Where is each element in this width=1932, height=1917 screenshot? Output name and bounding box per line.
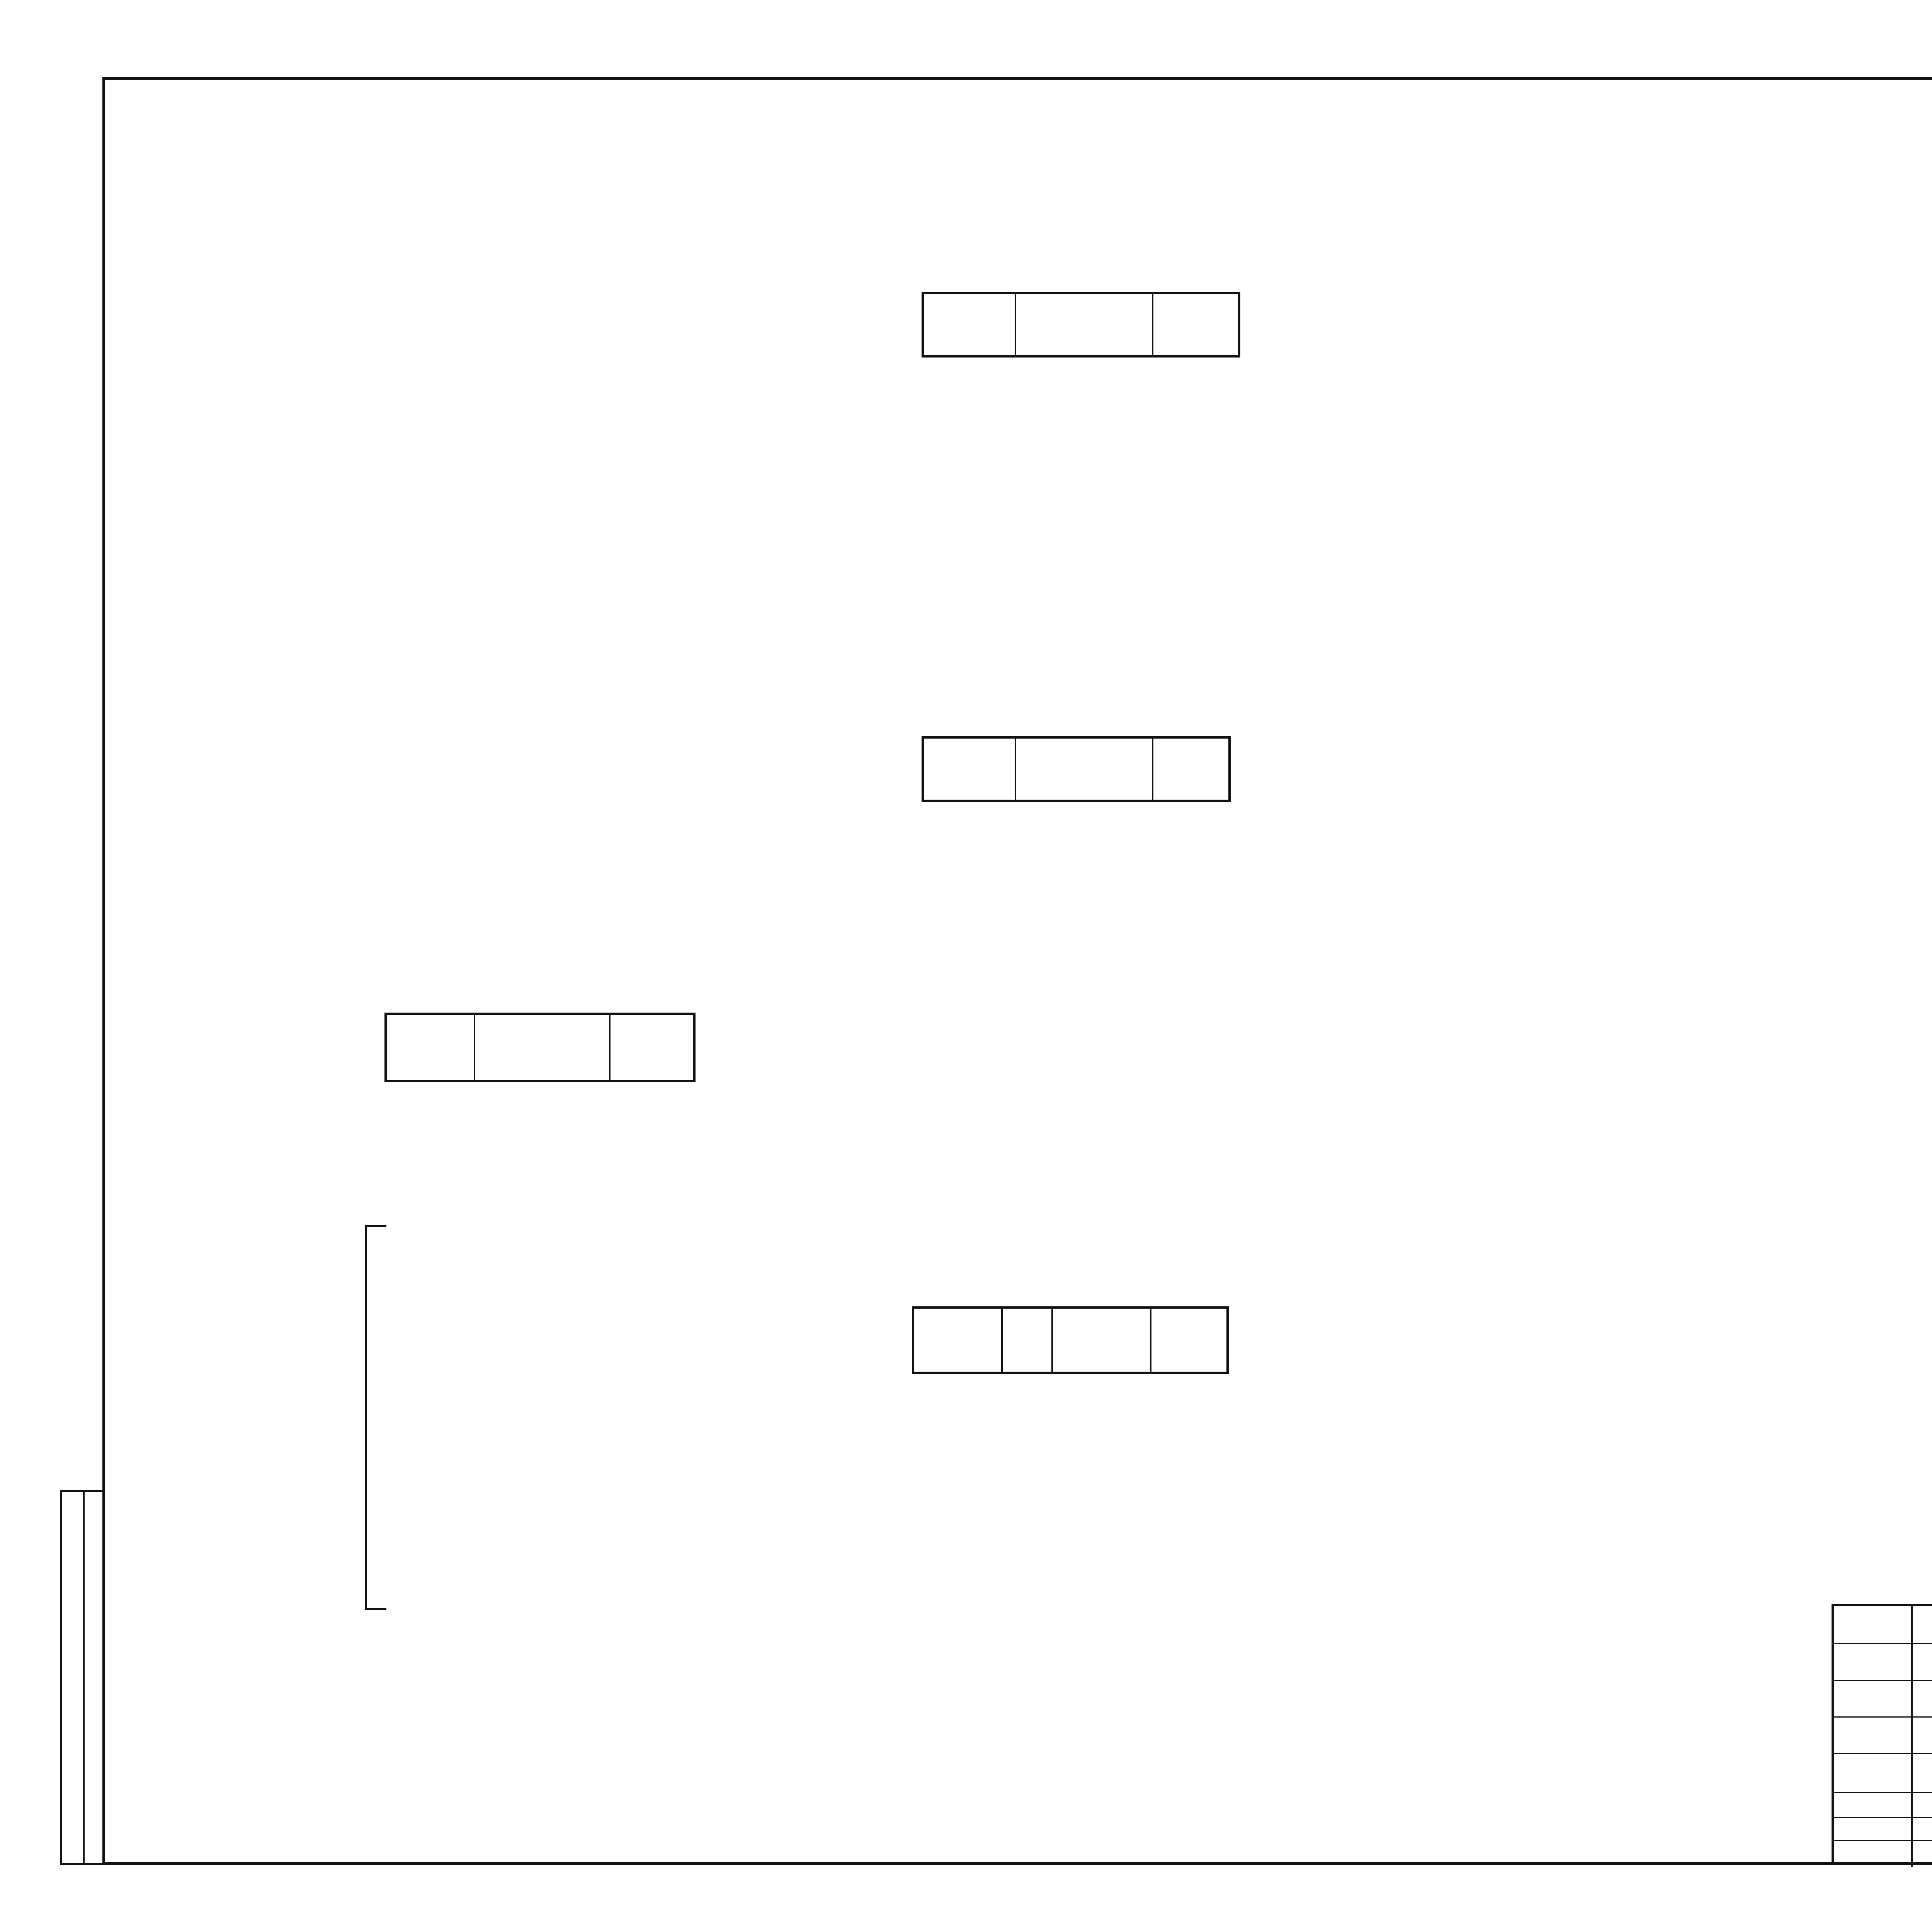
table3-header2 [922, 736, 1231, 802]
table4-header [912, 1306, 1229, 1374]
title-block [1832, 1604, 1932, 1865]
left-stamp [60, 1490, 104, 1865]
table2-bracket [365, 1225, 386, 1610]
table2-header [384, 1013, 696, 1082]
table3-header1 [922, 292, 1240, 358]
